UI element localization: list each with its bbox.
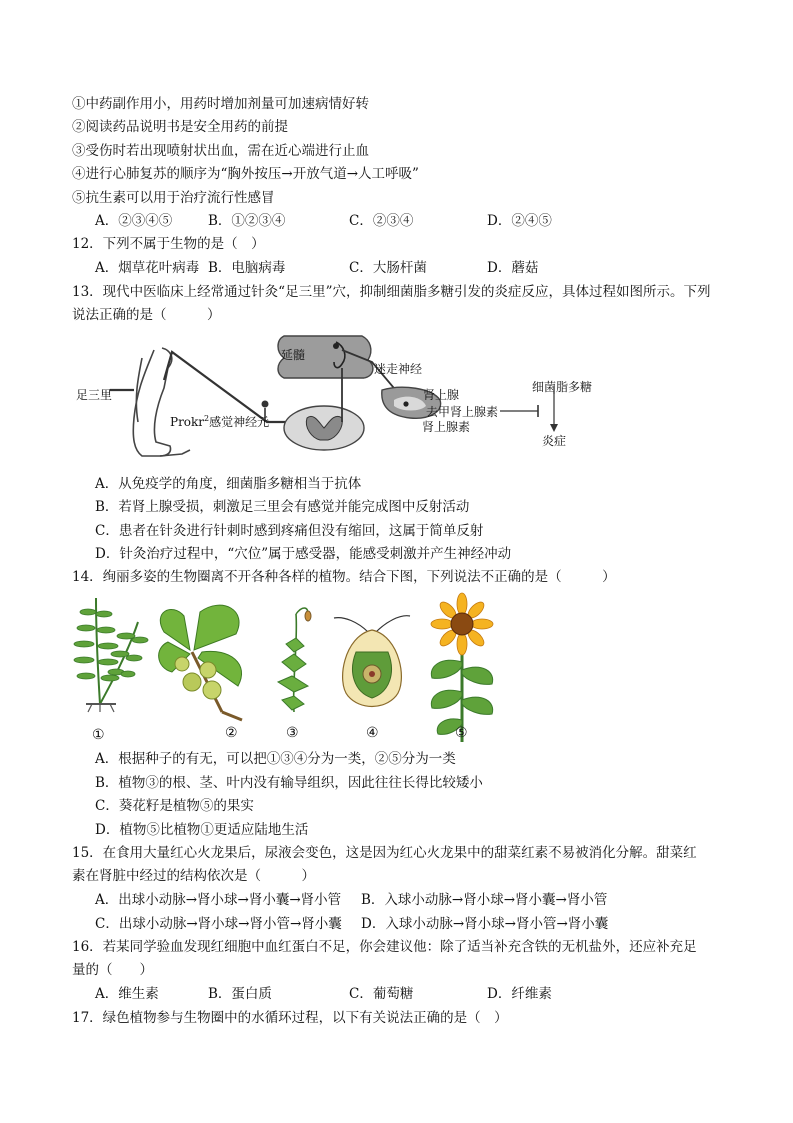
- q15-option-c[interactable]: C．出球小动脉→肾小球→肾小管→肾小囊: [95, 916, 342, 932]
- plant-label-3: ③: [286, 725, 299, 741]
- q16-stem-line1: 16．若某同学验血发现红细胞中血红蛋白不足，你会建议他：除了适当补充含铁的无机盐外，还应补充足: [72, 939, 697, 955]
- q15-stem-line2: 素在肾脏中经过的结构依次是（ ）: [72, 868, 315, 884]
- q16-option-c[interactable]: C．葡萄糖: [349, 986, 414, 1002]
- label-epinephrine: 肾上腺素: [422, 420, 471, 434]
- q15-option-d[interactable]: D．入球小动脉→肾小球→肾小管→肾小囊: [361, 916, 609, 932]
- chlamydomonas-drawing: [334, 616, 410, 707]
- sunflower-drawing: [431, 593, 493, 742]
- plant-label-4: ④: [366, 725, 379, 741]
- q13-stem-line1: 13．现代中医临床上经常通过针灸“足三里”穴，抑制细菌脂多糖引发的炎症反应，具体过程如图所示。下列: [72, 284, 711, 300]
- q16-stem-line2: 量的（ ）: [72, 962, 153, 978]
- leg-drawing: [133, 348, 190, 456]
- label-zusanli: 足三里: [76, 388, 113, 402]
- q14-stem: 14．绚丽多姿的生物圈离不开各种各样的植物。结合下图，下列说法不正确的是（ ）: [72, 569, 616, 585]
- q12-option-d[interactable]: D．蘑菇: [487, 260, 539, 276]
- q13-option-a[interactable]: A．从免疫学的角度，细菌脂多糖相当于抗体: [95, 476, 362, 492]
- statement-2: ②阅读药品说明书是安全用药的前提: [72, 119, 288, 135]
- q11-option-b[interactable]: B．①②③④: [208, 213, 286, 229]
- neuron-cell-body: [262, 401, 269, 408]
- q14-option-a[interactable]: A．根据种子的有无，可以把①③④分为一类，②⑤分为一类: [95, 751, 456, 767]
- label-norepinephrine: 去甲肾上腺素: [426, 405, 499, 419]
- statement-3: ③受伤时若出现喷射状出血，需在近心端进行止血: [72, 143, 369, 159]
- q11-option-d[interactable]: D．②④⑤: [487, 213, 552, 229]
- q14-figure: [72, 592, 512, 744]
- statement-4: ④进行心肺复苏的顺序为“胸外按压→开放气道→人工呼吸”: [72, 166, 419, 182]
- q15-option-a[interactable]: A．出球小动脉→肾小球→肾小囊→肾小管: [95, 892, 342, 908]
- q12-option-a[interactable]: A．烟草花叶病毒: [95, 260, 200, 276]
- statement-1: ①中药副作用小，用药时增加剂量可加速病情好转: [72, 96, 369, 112]
- q13-option-c[interactable]: C．患者在针灸进行针刺时感到疼痛但没有缩回，这属于简单反射: [95, 523, 484, 539]
- q13-stem-line2: 说法正确的是（ ）: [72, 307, 221, 323]
- q13-option-d[interactable]: D．针灸治疗过程中，“穴位”属于感受器，能感受刺激并产生神经冲动: [95, 546, 512, 562]
- ginkgo-drawing: [159, 605, 242, 720]
- statement-5: ⑤抗生素可以用于治疗流行性感冒: [72, 190, 275, 206]
- q13-figure: [72, 328, 612, 470]
- label-medulla: 延髓: [281, 348, 306, 362]
- plant-label-2: ②: [225, 725, 238, 741]
- q14-option-b[interactable]: B．植物③的根、茎、叶内没有输导组织，因此往往长得比较矮小: [95, 775, 483, 791]
- q17-stem: 17．绿色植物参与生物圈中的水循环过程，以下有关说法正确的是（ ）: [72, 1010, 508, 1026]
- q12-stem: 12．下列不属于生物的是（ ）: [72, 236, 265, 252]
- q15-stem-line1: 15．在食用大量红心火龙果后，尿液会变色，这是因为红心火龙果中的甜菜红素不易被消化分解。甜菜红: [72, 845, 697, 861]
- q15-option-b[interactable]: B．入球小动脉→肾小球→肾小囊→肾小管: [361, 892, 608, 908]
- q16-option-d[interactable]: D．纤维素: [487, 986, 552, 1002]
- q13-option-b[interactable]: B．若肾上腺受损，刺激足三里会有感觉并能完成图中反射活动: [95, 499, 470, 515]
- label-lps: 细菌脂多糖: [532, 380, 593, 394]
- q16-option-a[interactable]: A．维生素: [95, 986, 159, 1002]
- q16-option-b[interactable]: B．蛋白质: [208, 986, 272, 1002]
- q11-option-a[interactable]: A．②③④⑤: [95, 213, 173, 229]
- q11-option-c[interactable]: C．②③④: [349, 213, 414, 229]
- label-inflammation: 炎症: [542, 434, 567, 448]
- label-adrenal-gland: 肾上腺: [423, 388, 460, 402]
- plant-label-5: ⑤: [455, 725, 468, 741]
- plant-label-1: ①: [92, 727, 105, 743]
- fern-drawing: [74, 598, 148, 712]
- label-vagus-nerve: 迷走神经: [374, 362, 423, 376]
- spinal-cord: [284, 406, 364, 450]
- q12-option-b[interactable]: B．电脑病毒: [208, 260, 286, 276]
- q14-option-c[interactable]: C．葵花籽是植物⑤的果实: [95, 798, 254, 814]
- label-prokr2-neuron: Prokr$^2$感觉神经元: [170, 414, 270, 429]
- q12-option-c[interactable]: C．大肠杆菌: [349, 260, 427, 276]
- moss-drawing: [278, 608, 311, 712]
- q14-option-d[interactable]: D．植物⑤比植物①更适应陆地生活: [95, 822, 309, 838]
